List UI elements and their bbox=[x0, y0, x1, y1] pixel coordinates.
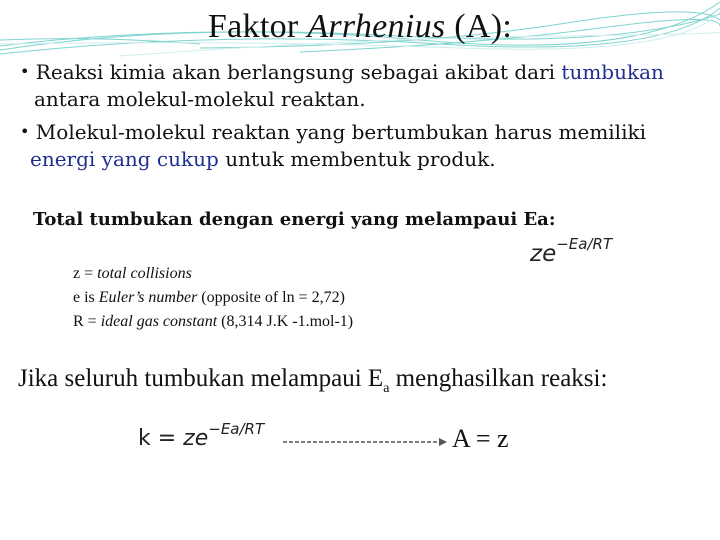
formula-exponent: −Ea/RT bbox=[556, 235, 613, 253]
slide-title bbox=[0, 8, 720, 46]
definition-post: (8,314 J.K -1.mol-1) bbox=[217, 313, 354, 330]
formula-exponent: −Ea/RT bbox=[208, 420, 265, 438]
title-main: Faktor bbox=[207, 8, 299, 45]
dashed-arrow-icon bbox=[283, 432, 448, 452]
result-equation: A = z bbox=[452, 424, 509, 453]
conclusion-line bbox=[18, 365, 607, 397]
bullet-text: Molekul-molekul reaktan yang bertumbukan harus memiliki bbox=[35, 120, 646, 144]
bullet-dot: • bbox=[20, 62, 30, 81]
bullet-text-continued: antara molekul-molekul reaktan. bbox=[34, 87, 366, 111]
bullet-item bbox=[20, 118, 710, 173]
definition-pre: R = bbox=[73, 313, 101, 330]
bullet-item bbox=[20, 58, 710, 113]
definitions-list bbox=[73, 262, 353, 334]
bullet-highlight: tumbukan bbox=[561, 60, 664, 84]
bullet-text-rest: untuk membentuk produk. bbox=[225, 147, 496, 171]
formula-base: ze bbox=[530, 241, 557, 267]
bullet-text-continued bbox=[20, 146, 710, 173]
formula-base: ze bbox=[183, 426, 209, 451]
title-tail: (A): bbox=[454, 8, 513, 45]
formula-lhs: k = bbox=[138, 426, 184, 451]
definition-post: (opposite of ln = 2,72) bbox=[197, 289, 345, 306]
definition-z bbox=[73, 262, 353, 286]
conclusion-subscript: a bbox=[383, 381, 390, 396]
formula-collisions bbox=[530, 235, 612, 267]
conclusion-text: Jika seluruh tumbukan melampaui E bbox=[18, 365, 384, 392]
definition-term: Euler’s number bbox=[98, 289, 198, 306]
bullet-dot: • bbox=[20, 122, 30, 141]
total-heading: Total tumbukan dengan energi yang melampaui Ea: bbox=[33, 209, 556, 230]
bullet-text: Reaksi kimia akan berlangsung sebagai akibat dari bbox=[35, 60, 556, 84]
definition-term: ideal gas constant bbox=[100, 313, 218, 330]
title-italic: Arrhenius bbox=[307, 8, 446, 45]
conclusion-text-rest: menghasilkan reaksi: bbox=[389, 365, 608, 392]
definition-e bbox=[73, 286, 353, 310]
definition-pre: z = bbox=[73, 265, 98, 282]
bullet-highlight: energi yang cukup bbox=[30, 147, 219, 171]
definition-term: total collisions bbox=[97, 265, 192, 282]
formula-rate-constant bbox=[138, 420, 264, 451]
definition-r bbox=[73, 310, 353, 334]
definition-pre: e is bbox=[73, 289, 99, 306]
